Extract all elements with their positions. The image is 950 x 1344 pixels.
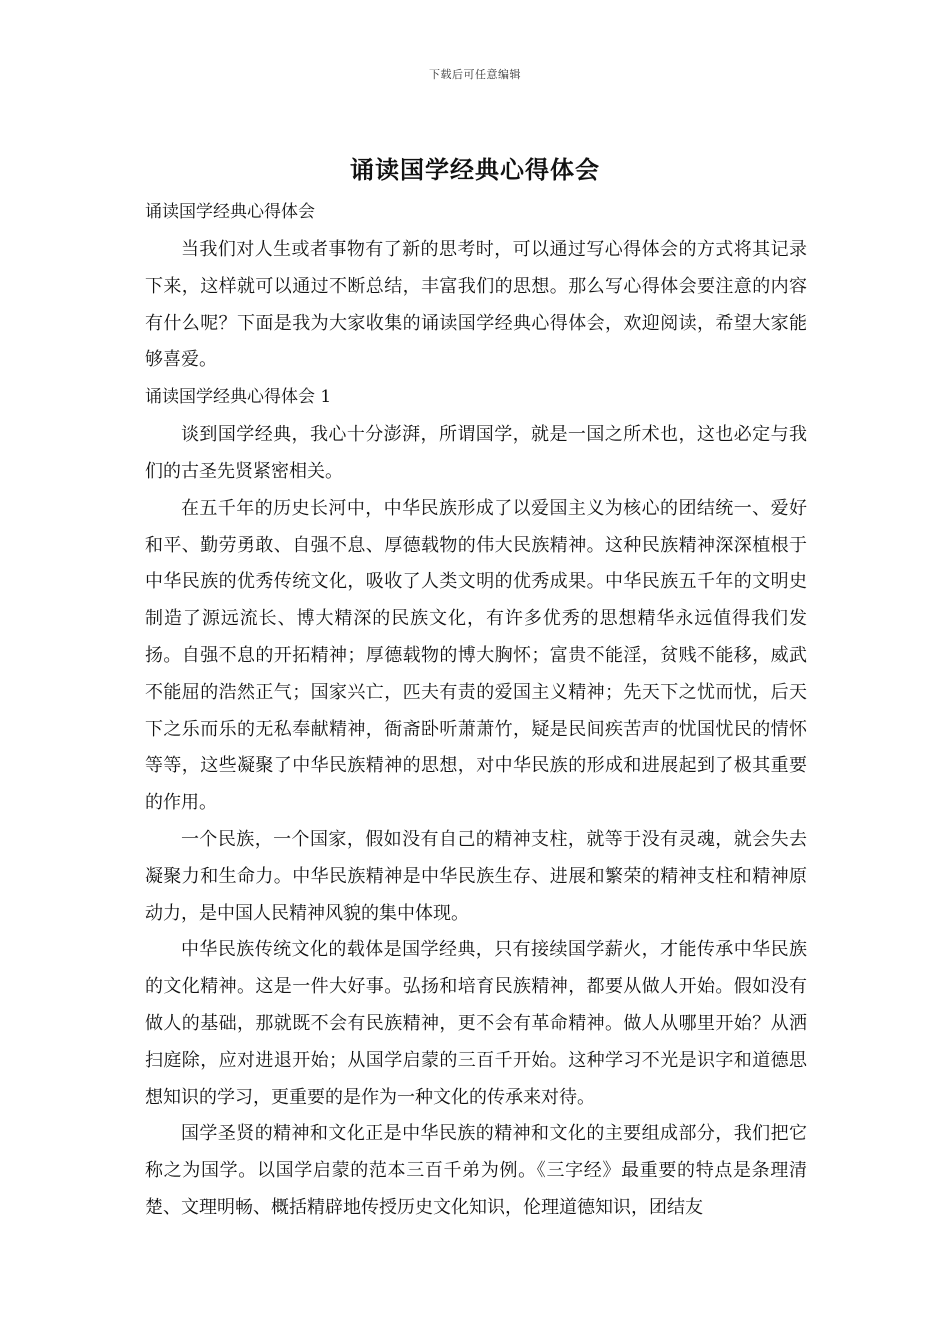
section-heading: 诵读国学经典心得体会 1: [145, 387, 332, 408]
body-paragraph: 一个民族，一个国家，假如没有自己的精神支柱，就等于没有灵魂，就会失去凝聚力和生命力。中华民族精神是中华民族生存、进展和繁荣的精神支柱和精神原动力，是中国人民精神风貌的集中体现。: [145, 828, 807, 924]
header-note: 下载后可任意编辑: [429, 68, 521, 81]
document-title: 诵读国学经典心得体会: [350, 155, 600, 184]
document-body: [145, 198, 807, 1227]
body-paragraph: 中华民族传统文化的载体是国学经典，只有接续国学薪火，才能传承中华民族的文化精神。这是一件大好事。弘扬和培育民族精神，都要从做人开始。假如没有做人的基础，那就既不会有民族精神，更不会有革命精神。做人从哪里开始？从洒扫庭除，应对进退开始；从国学启蒙的三百千开始。这种学习不光是识字和道德思想知识的学习，更重要的是作为一种文化的传承来对待。: [145, 939, 807, 1108]
document-subtitle: 诵读国学经典心得体会: [145, 202, 315, 222]
body-paragraph: 谈到国学经典，我心十分澎湃，所谓国学，就是一国之所术也，这也必定与我们的古圣先贤紧密相关。: [145, 424, 807, 482]
body-paragraph: 在五千年的历史长河中，中华民族形成了以爱国主义为核心的团结统一、爱好和平、勤劳勇敢、自强不息、厚德载物的伟大民族精神。这种民族精神深深植根于中华民族的优秀传统文化，吸收了人类文明的优秀成果。中华民族五千年的文明史制造了源远流长、博大精深的民族文化，有许多优秀的思想精华永远值得我们发扬。自强不息的开拓精神；厚德载物的博大胸怀；富贵不能淫，贫贱不能移，威武不能屈的浩然正气；国家兴亡，匹夫有责的爱国主义精神；先天下之忧而忧，后天下之乐而乐的无私奉献精神，衙斋卧听萧萧竹，疑是民间疾苦声的忧国忧民的情怀等等，这些凝聚了中华民族精神的思想，对中华民族的形成和进展起到了极其重要的作用。: [145, 497, 807, 814]
intro-paragraph: 当我们对人生或者事物有了新的思考时，可以通过写心得体会的方式将其记录下来，这样就可以通过不断总结，丰富我们的思想。那么写心得体会要注意的内容有什么呢？下面是我为大家收集的诵读国学经典心得体会，欢迎阅读，希望大家能够喜爱。: [145, 239, 807, 371]
body-paragraph: 国学圣贤的精神和文化正是中华民族的精神和文化的主要组成部分，我们把它称之为国学。以国学启蒙的范本三百千弟为例。《三字经》最重要的特点是条理清楚、文理明畅、概括精辟地传授历史文化知识，伦理道德知识，团结友: [145, 1123, 807, 1218]
